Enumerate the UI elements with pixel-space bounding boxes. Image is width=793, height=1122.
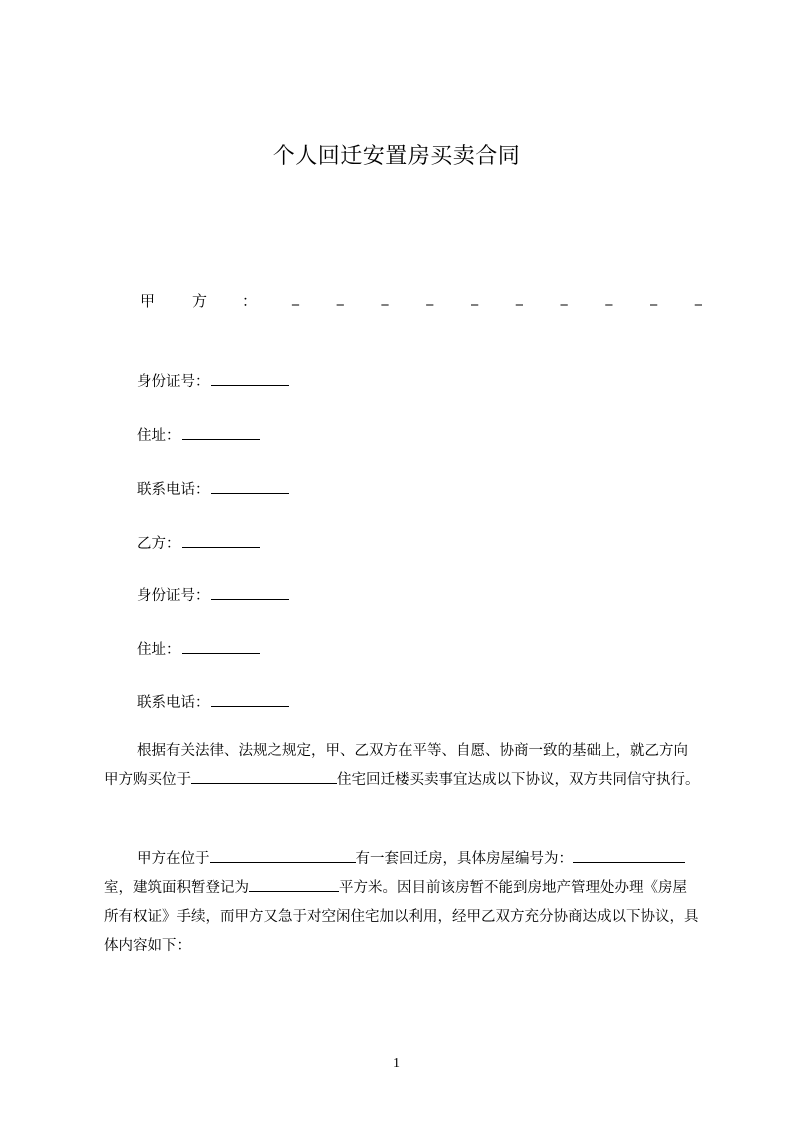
blank-dash: _ bbox=[650, 290, 658, 306]
fill-in-blank bbox=[182, 533, 260, 548]
fill-in-blank bbox=[211, 585, 289, 600]
fill-in-blank bbox=[665, 848, 685, 863]
document-title: 个人回迁安置房买卖合同 bbox=[272, 144, 521, 169]
party-b-field bbox=[137, 533, 260, 554]
field-label: 身份证号： bbox=[137, 374, 210, 390]
fill-in-blank bbox=[182, 425, 260, 440]
fill-in-blank bbox=[191, 769, 337, 784]
blank-dash: _ bbox=[381, 290, 389, 306]
field-label: 联系电话： bbox=[137, 482, 210, 498]
blank-dash: _ bbox=[292, 290, 299, 306]
property-description-paragraph bbox=[104, 845, 700, 961]
fill-in-blank bbox=[211, 479, 289, 494]
fill-in-blank bbox=[573, 848, 665, 863]
fill-in-blank bbox=[210, 848, 356, 863]
party-a-char-2: 方 bbox=[192, 292, 208, 310]
blank-dash: _ bbox=[694, 290, 702, 306]
party-a-blank bbox=[292, 290, 702, 306]
blank-dash: _ bbox=[336, 290, 344, 306]
property-text-c: 室，建筑面积暂登记为 bbox=[104, 880, 249, 896]
blank-dash: _ bbox=[560, 290, 568, 306]
party-a-id-field bbox=[137, 371, 289, 392]
fill-in-blank bbox=[211, 371, 289, 386]
field-label: 身份证号： bbox=[137, 588, 210, 604]
field-label: 住址： bbox=[137, 642, 181, 658]
party-b-address-field bbox=[137, 639, 260, 660]
blank-dash: _ bbox=[471, 290, 479, 306]
party-b-phone-field bbox=[137, 692, 289, 713]
page-number: 1 bbox=[393, 1056, 400, 1071]
agreement-preamble-paragraph bbox=[104, 737, 700, 795]
party-a-line bbox=[140, 290, 705, 314]
property-text-b: 有一套回迁房，具体房屋编号为： bbox=[355, 851, 573, 867]
party-a-char-1: 甲 bbox=[140, 292, 156, 310]
party-a-phone-field bbox=[137, 479, 289, 500]
property-text-a: 甲方在位于 bbox=[137, 851, 210, 867]
field-label: 联系电话： bbox=[137, 695, 210, 711]
fill-in-blank bbox=[249, 877, 339, 892]
fill-in-blank bbox=[211, 692, 289, 707]
party-b-id-field bbox=[137, 585, 289, 606]
blank-dash: _ bbox=[515, 290, 523, 306]
field-label: 住址： bbox=[137, 428, 181, 444]
preamble-text-a: 根据有关法律、法规之规定，甲、乙双方在平等、自愿、协商一致的基础上，就 bbox=[137, 743, 645, 759]
property-text-d: 平方米。因目前该房暂不能到房地产管理处办理《房屋所有权证》手续，而甲方又急于对空闲住宅加以利用，经甲乙双方充分协商达成以下协议，具体内容如下： bbox=[104, 880, 699, 954]
blank-dash: _ bbox=[605, 290, 613, 306]
fill-in-blank bbox=[182, 639, 260, 654]
field-label: 乙方： bbox=[137, 536, 181, 552]
party-a-colon: ： bbox=[242, 292, 258, 310]
party-a-address-field bbox=[137, 425, 260, 446]
preamble-text-b: 乙方向甲方购买位于 bbox=[104, 743, 688, 788]
blank-dash: _ bbox=[426, 290, 434, 306]
preamble-text-c: 住宅回迁楼买卖事宜达成以下协议，双方共同信守执行。 bbox=[337, 772, 700, 788]
